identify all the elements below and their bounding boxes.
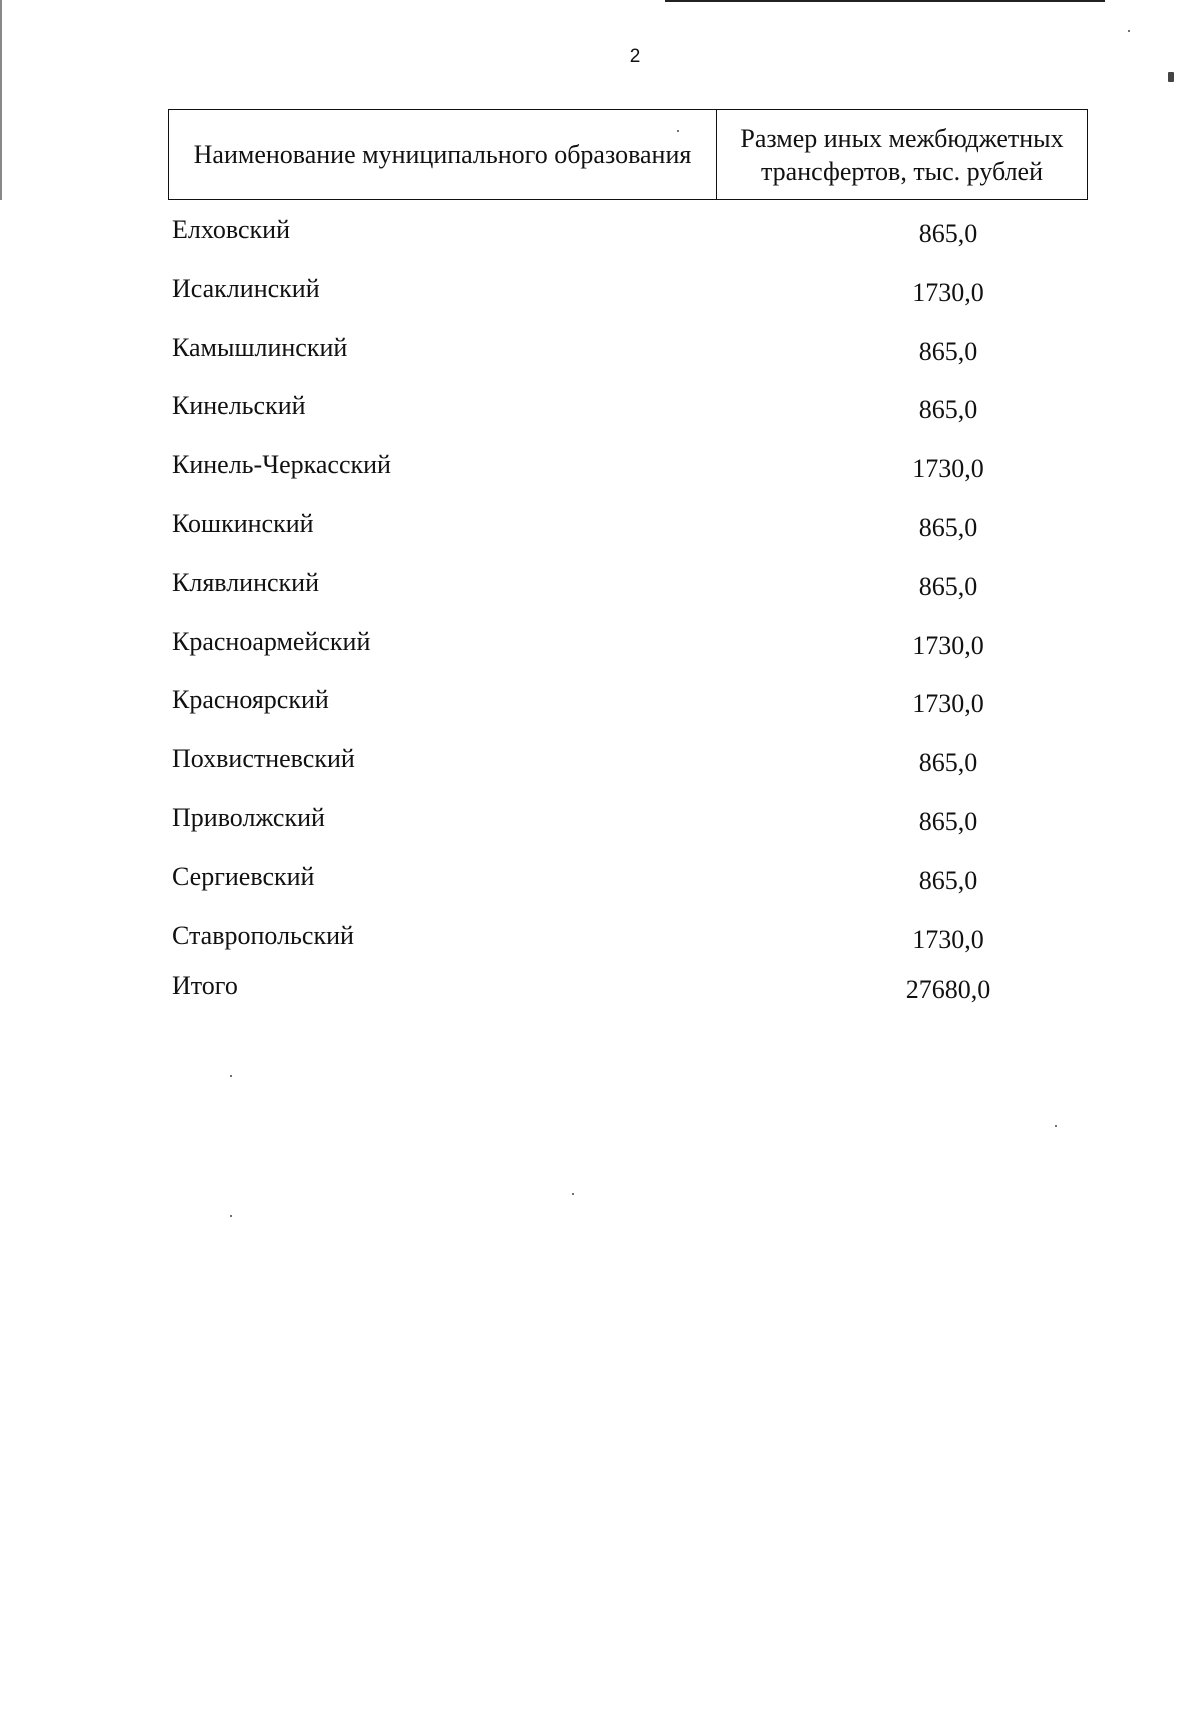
transfer-amount: 865,0 [918,865,978,895]
table-row [168,328,1088,368]
scan-speck [1055,1125,1057,1127]
transfer-amount: 1730,0 [912,924,984,954]
scan-speck [572,1193,574,1195]
table-row [168,563,1088,603]
top-border-line [665,0,1105,2]
transfer-amount: 865,0 [918,219,978,248]
transfer-amount: 865,0 [918,748,978,778]
left-edge-line [0,0,2,200]
header-municipality-name: Наименование муниципального образования [169,110,717,199]
municipality-name: Кошкинский [172,509,314,538]
municipality-name: Исаклинский [172,273,320,303]
transfer-amount: 1730,0 [912,277,984,307]
table-row [168,445,1088,485]
table-header [168,109,1088,200]
transfer-amount: 1730,0 [912,689,984,719]
table-row [168,210,1088,250]
municipality-name: Сергиевский [172,861,315,891]
table-row [168,798,1088,838]
total-amount: 27680,0 [905,975,991,1005]
scan-speck [230,1215,232,1217]
header-transfer-amount: Размер иных межбюджетных трансфертов, тыс. рублей [740,123,1064,186]
municipality-name: Красноярский [172,685,329,715]
table-row [168,857,1088,897]
scan-speck [677,130,679,132]
transfer-amount: 865,0 [918,571,978,601]
table-row [168,680,1088,720]
municipality-name: Похвистневский [172,744,355,774]
table-row [168,916,1088,956]
municipality-name: Приволжский [172,803,325,832]
table-row [168,386,1088,426]
transfer-amount: 1730,0 [912,630,984,660]
municipality-name: Елховский [172,215,290,244]
total-label: Итого [172,971,238,1001]
table-row [168,622,1088,662]
municipality-name: Камышлинский [172,332,348,362]
page-number: 2 [629,46,641,67]
municipality-name: Клявлинский [172,567,320,597]
municipality-name: Кинель-Черкасский [172,450,391,480]
scan-speck [1168,72,1174,82]
transfer-amount: 865,0 [918,336,978,366]
total-row [168,966,1088,1006]
transfer-amount: 1730,0 [912,454,984,484]
table-row [168,504,1088,544]
table-row [168,739,1088,779]
scan-speck [1128,30,1130,32]
transfer-amount: 865,0 [918,513,978,542]
municipality-name: Кинельский [172,391,306,421]
scan-speck [230,1075,232,1077]
municipality-name: Ставропольский [172,920,354,950]
table-row [168,269,1088,309]
transfer-amount: 865,0 [918,395,978,425]
transfer-amount: 865,0 [918,807,978,836]
municipality-name: Красноармейский [172,626,371,656]
